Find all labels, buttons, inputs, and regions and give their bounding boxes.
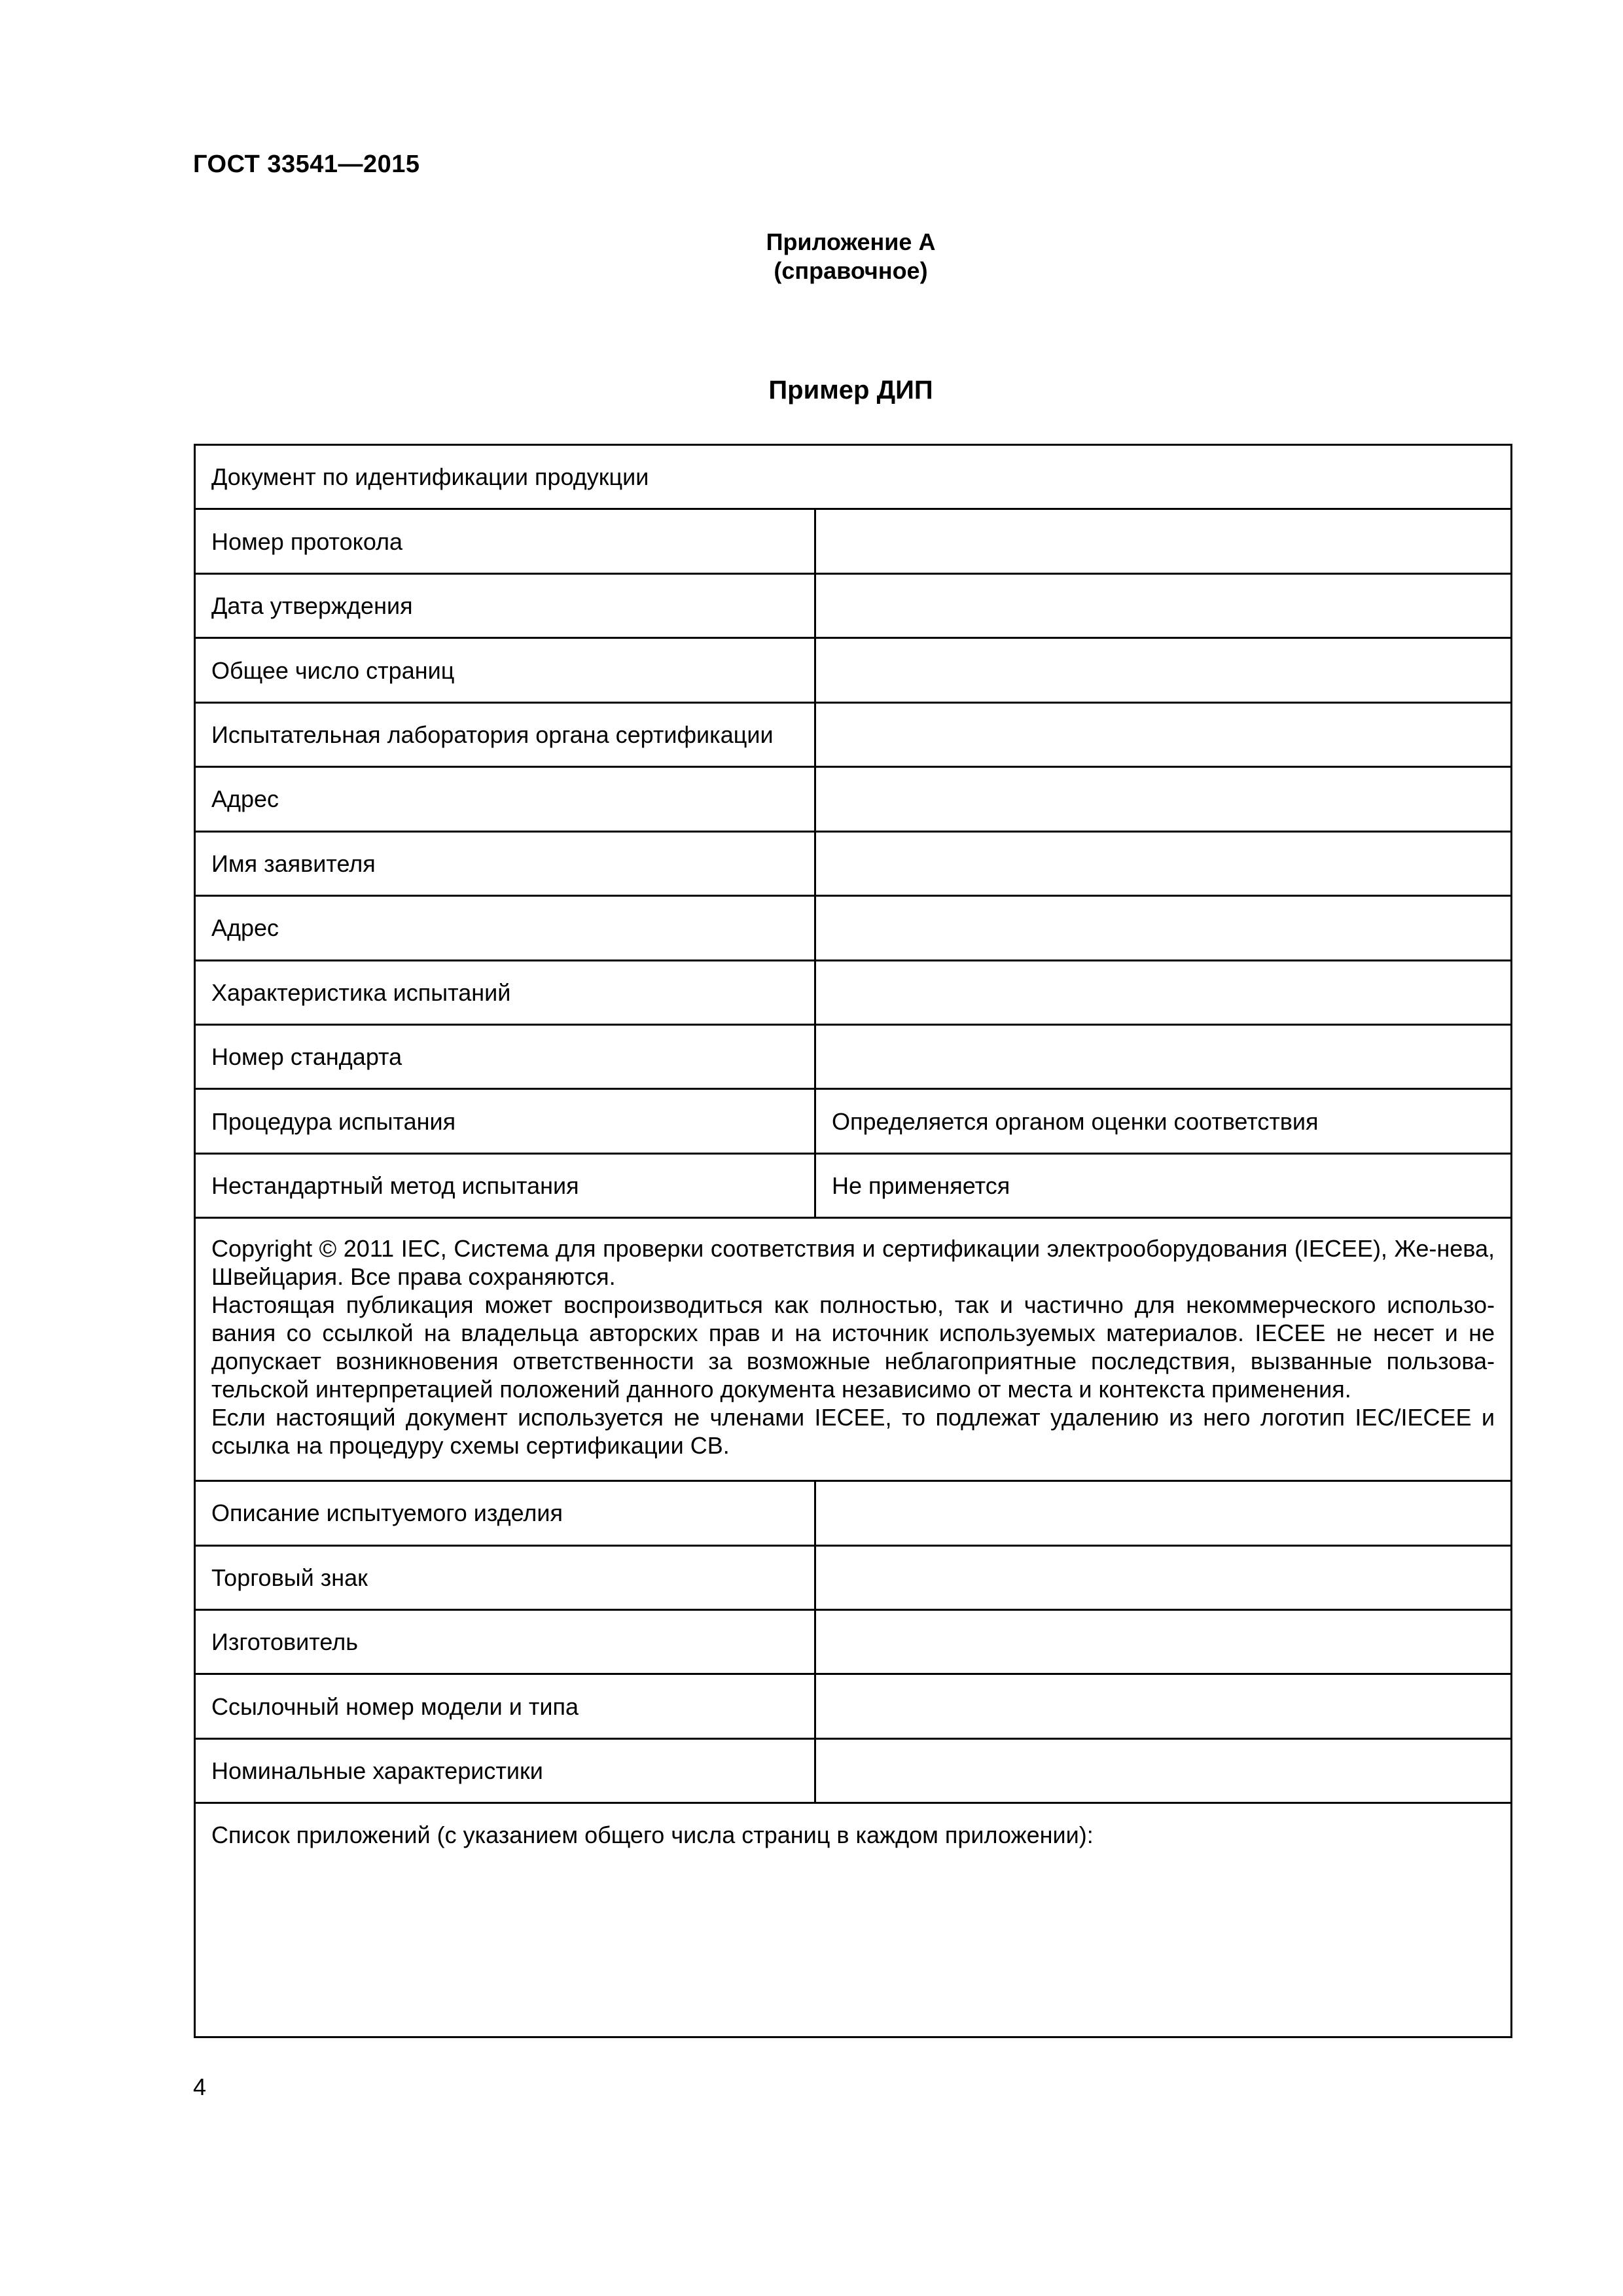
document-code: ГОСТ 33541—2015 <box>193 151 420 178</box>
table-title: Пример ДИП <box>768 376 933 404</box>
doc-title-cell: Документ по идентификации продукции <box>195 445 1512 509</box>
field-value <box>815 1481 1512 1545</box>
table-row-copyright <box>195 1218 1512 1481</box>
field-label: Характеристика испытаний <box>195 960 815 1024</box>
table-row <box>195 573 1512 637</box>
field-label: Адрес <box>195 767 815 831</box>
field-label: Номер протокола <box>195 509 815 573</box>
table-row <box>195 831 1512 895</box>
table-row <box>195 960 1512 1024</box>
field-label: Имя заявителя <box>195 831 815 895</box>
appendix-list-cell: Список приложений (с указанием общего числа страниц в каждом приложении): <box>195 1803 1512 2037</box>
field-label: Дата утверждения <box>195 573 815 637</box>
table-row <box>195 767 1512 831</box>
field-label: Номинальные характеристики <box>195 1738 815 1803</box>
field-label: Процедура испытания <box>195 1089 815 1153</box>
table-row <box>195 1738 1512 1803</box>
field-label: Испытательная лаборатория органа сертификации <box>195 702 815 766</box>
field-value <box>815 1609 1512 1674</box>
field-label: Номер стандарта <box>195 1024 815 1088</box>
table-row <box>195 896 1512 960</box>
field-value <box>815 960 1512 1024</box>
table-row <box>195 1089 1512 1153</box>
field-label: Изготовитель <box>195 1609 815 1674</box>
table-row <box>195 1609 1512 1674</box>
field-label: Общее число страниц <box>195 638 815 702</box>
field-value <box>815 831 1512 895</box>
identification-form-table <box>194 444 1512 2038</box>
table-row <box>195 1481 1512 1545</box>
field-value: Определяется органом оценки соответствия <box>815 1089 1512 1153</box>
table-row <box>195 1153 1512 1217</box>
field-label: Ссылочный номер модели и типа <box>195 1674 815 1738</box>
field-value <box>815 767 1512 831</box>
field-label: Адрес <box>195 896 815 960</box>
field-label: Торговый знак <box>195 1545 815 1609</box>
table-row <box>195 509 1512 573</box>
field-label: Описание испытуемого изделия <box>195 1481 815 1545</box>
table-row <box>195 1545 1512 1609</box>
field-value <box>815 1545 1512 1609</box>
field-value <box>815 1674 1512 1738</box>
field-value <box>815 573 1512 637</box>
field-value <box>815 638 1512 702</box>
field-value <box>815 1024 1512 1088</box>
page-number: 4 <box>193 2073 207 2100</box>
table-row-appendix-list <box>195 1803 1512 2037</box>
appendix-heading <box>753 228 949 285</box>
table-row <box>195 1674 1512 1738</box>
field-value: Не применяется <box>815 1153 1512 1217</box>
table-row <box>195 638 1512 702</box>
copyright-paragraph: Copyright © 2011 IEC, Система для проверки соответствия и сертификации электрооборудования (IECEE), Же-нева, Швейцария. Все права сохраняются. <box>211 1235 1495 1291</box>
field-value <box>815 509 1512 573</box>
copyright-paragraph: Если настоящий документ используется не членами IECEE, то подлежат удалению из него логотип IEC/IECEE и ссылка на процедуру схемы сертификации CB. <box>211 1404 1495 1460</box>
table-row <box>195 702 1512 766</box>
field-value <box>815 896 1512 960</box>
field-value <box>815 1738 1512 1803</box>
field-label: Нестандартный метод испытания <box>195 1153 815 1217</box>
appendix-title: Приложение А <box>766 228 936 255</box>
table-row <box>195 1024 1512 1088</box>
field-value <box>815 702 1512 766</box>
copyright-paragraph: Настоящая публикация может воспроизводиться как полностью, так и частично для некоммерческого использо-вания со ссылкой на владельца авторских прав и на источник используемых материалов. IECEE не несет и не допускает возникновения ответственности за возможные неблагоприятные последствия, вызванные пользова-тельской интерпретацией положений данного документа независимо от места и контекста применения. <box>211 1291 1495 1403</box>
appendix-type: (справочное) <box>774 257 928 284</box>
copyright-notice <box>195 1218 1512 1481</box>
table-row-doc-title <box>195 445 1512 509</box>
